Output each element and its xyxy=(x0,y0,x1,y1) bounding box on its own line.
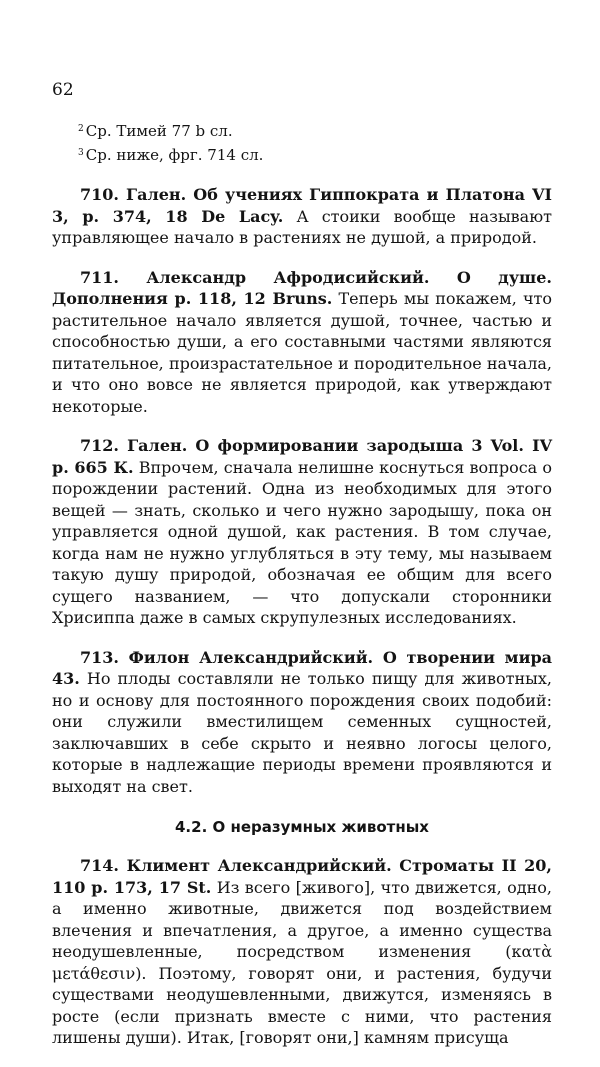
fragment-710 xyxy=(52,184,552,249)
section-title: 4.2. О неразумных животных xyxy=(175,818,429,836)
fragment-710-heading: 710. Гален. Об учениях Гиппократа и Платона VI 3, р. 374, 18 De Lacy. xyxy=(52,185,552,226)
footnote-3 xyxy=(78,142,552,166)
footnote-marker: 2 xyxy=(78,124,84,134)
footnote-marker: 3 xyxy=(78,148,84,158)
footnote-2 xyxy=(78,118,552,142)
fragment-712-text: Впрочем, сначала нелишне коснуться вопроса о порождении растений. Одна из необходимых для этого вещей — знать, сколько и чего нужно зародышу, пока он управляется одной душой, как растения. В том случае, когда нам не нужно углубляться в эту тему, мы называем такую душу природой, обозначая ее общим для всего сущего названием, — что допускали сторонники Хрисиппа даже в самых скрупулезных исследованиях. xyxy=(52,457,552,627)
fragment-711 xyxy=(52,267,552,418)
fragment-713-text: Но плоды составляли не только пищу для животных, но и основу для постоянного порождения своих подобий: они служили вместилищем семенных сущностей, заключавших в себе скрыто и неявно логосы целого, которые в надлежащие периоды времени проявляются и выходят на свет. xyxy=(52,669,552,796)
page-number: 62 xyxy=(52,80,74,100)
fragment-714 xyxy=(52,855,552,1049)
fragment-710-text: А стоики вообще называют управляющее начало в растениях не душой, а природой. xyxy=(52,206,553,247)
footnote-text: Ср. ниже, фрг. 714 сл. xyxy=(85,146,264,164)
fragment-713 xyxy=(52,647,552,798)
book-page xyxy=(52,80,552,1067)
fragment-713-heading: 713. Филон Александрийский. О творении мира 43. xyxy=(52,647,552,688)
fragment-712-heading: 712. Гален. О формировании зародыша 3 Vol. IV р. 665 К. xyxy=(52,436,552,477)
fragment-714-heading: 714. Климент Александрийский. Строматы II 20, 110 р. 173, 17 St. xyxy=(52,856,552,897)
fragment-712 xyxy=(52,435,552,629)
footnote-text: Ср. Тимей 77 b сл. xyxy=(85,122,233,140)
fragment-714-text: Из всего [живого], что движется, одно, а именно животные, движется под воздействием влечения и впечатления, а другое, а именно существа неодушевленные, посредством изменения (κατὰ μετάθεσιν). Поэтому, говорят они, и растения, будучи существами неодушевленными, движутся, изменяясь в росте (если признать вместе с ними, что растения лишены души). Итак, [говорят они,] камням присуща xyxy=(52,877,553,1047)
fragment-711-text: Теперь мы покажем, что растительное начало является душой, точнее, частью и способностью души, а его составными частями являются питательное, произрастательное и породительное начала, и что оно вовсе не является природой, как утверждают некоторые. xyxy=(52,289,553,416)
fragment-711-heading: 711. Александр Афродисийский. О душе. Дополнения р. 118, 12 Bruns. xyxy=(52,267,552,308)
footnotes xyxy=(78,118,552,166)
